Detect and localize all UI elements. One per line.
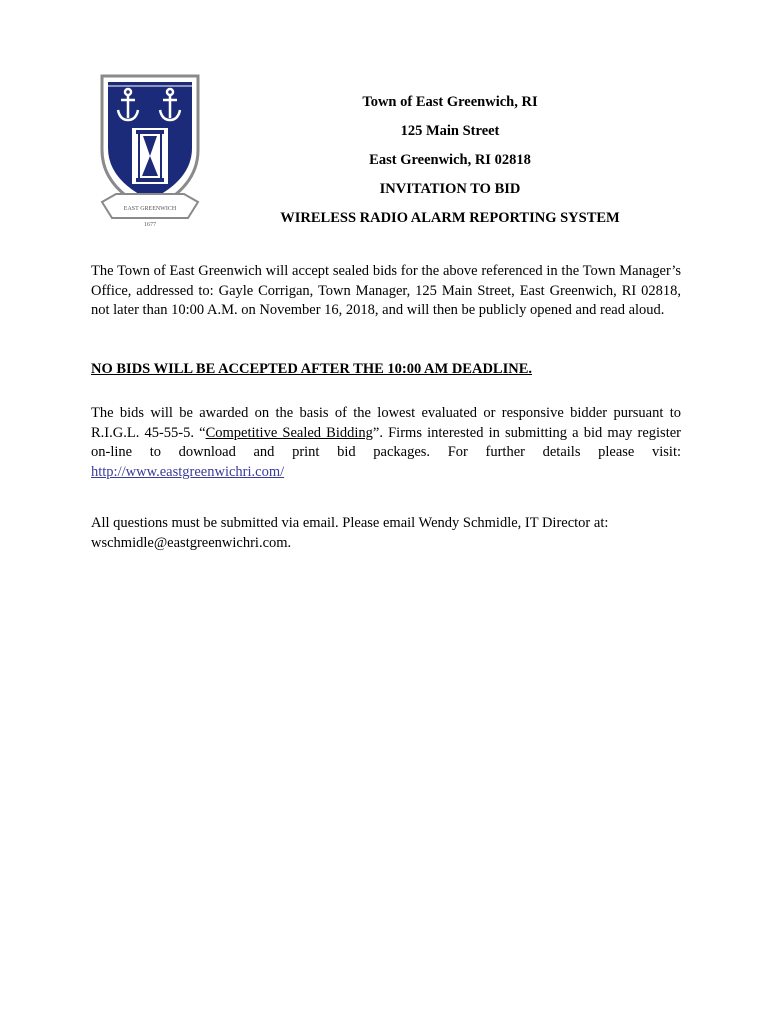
- header-street-address: 125 Main Street: [400, 123, 500, 139]
- award-text-part1: The bids will be awarded on the basis of the lowest evaluated or responsive bidder pursuant to R.I.G.L. 45-55-5. “: [91, 405, 681, 441]
- award-basis-paragraph: [91, 404, 681, 482]
- questions-paragraph: All questions must be submitted via email. Please email Wendy Schmidle, IT Director at: wschmidle@eastgreenwichri.com.: [91, 515, 609, 551]
- deadline-notice: NO BIDS WILL BE ACCEPTED AFTER THE 10:00 AM DEADLINE.: [91, 361, 533, 377]
- header-town-name: Town of East Greenwich, RI: [362, 94, 538, 110]
- town-website-link[interactable]: http://www.eastgreenwichri.com/: [91, 463, 285, 480]
- svg-text:1677: 1677: [144, 222, 156, 228]
- svg-text:EAST GREENWICH: EAST GREENWICH: [123, 206, 177, 212]
- competitive-sealed-bidding-link[interactable]: Competitive Sealed Bidding: [205, 424, 373, 441]
- town-seal-logo: [98, 70, 202, 232]
- header-project-title: WIRELESS RADIO ALARM REPORTING SYSTEM: [280, 210, 620, 226]
- bid-instructions-paragraph: The Town of East Greenwich will accept sealed bids for the above referenced in the Town Manager’s Office, addressed to: Gayle Corrigan, Town Manager, 125 Main Street, East Greenwich, RI 02818, not later than 10:00 A.M. on November 16, 2018, and will then be publicly opened and read aloud.: [91, 263, 681, 318]
- header-city-state-zip: East Greenwich, RI 02818: [369, 152, 531, 168]
- header-invitation-title: INVITATION TO BID: [379, 181, 521, 197]
- award-text-part2: ”. Firms interested in submitting a bid may register on-line to download and print bid packages. For further details please visit:: [91, 424, 681, 460]
- document-header: [270, 92, 630, 237]
